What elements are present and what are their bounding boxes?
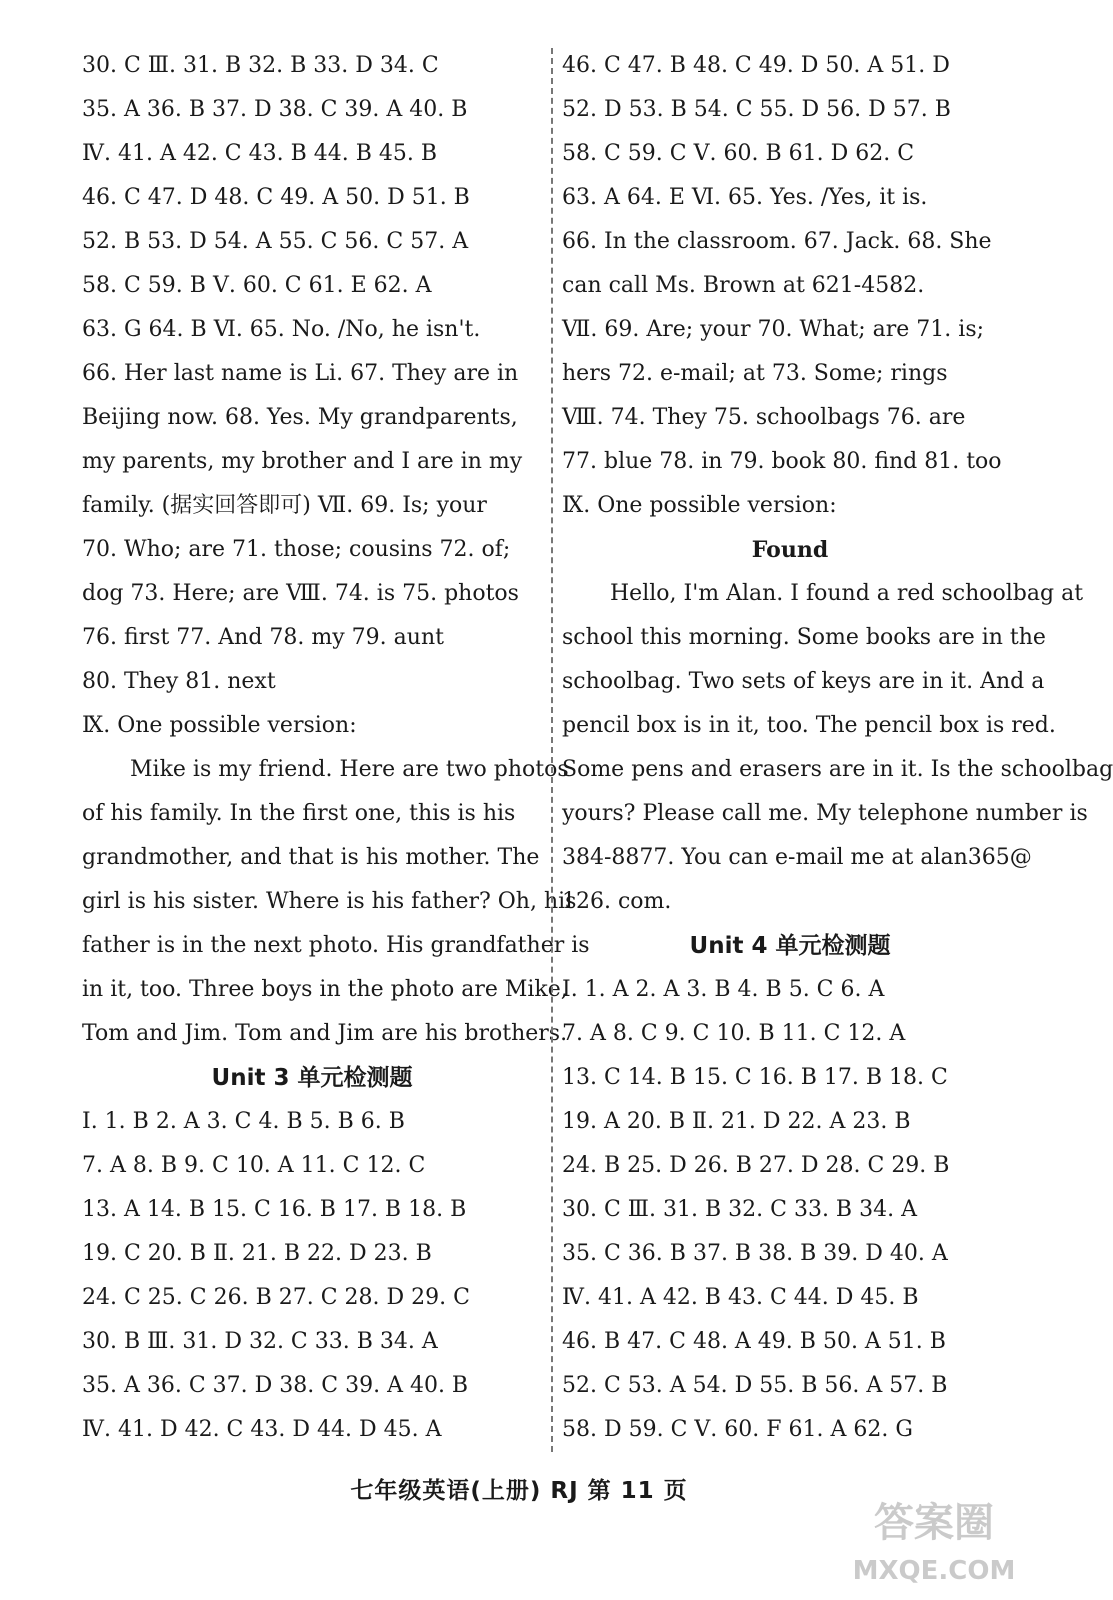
answer-line: grandmother, and that is his mother. The bbox=[82, 845, 540, 870]
answer-line: of his family. In the first one, this is his bbox=[82, 801, 516, 826]
answer-line: 35. A 36. C 37. D 38. C 39. A 40. B bbox=[82, 1373, 469, 1398]
answer-line: 77. blue 78. in 79. book 80. find 81. too bbox=[562, 449, 1002, 474]
essay-title: Found bbox=[751, 537, 829, 563]
answer-line: 52. B 53. D 54. A 55. C 56. C 57. A bbox=[82, 229, 469, 254]
answer-line: my parents, my brother and I are in my bbox=[82, 449, 523, 474]
answer-line: 7. A 8. B 9. C 10. A 11. C 12. C bbox=[82, 1153, 426, 1178]
answer-line: 7. A 8. C 9. C 10. B 11. C 12. A bbox=[562, 1021, 906, 1046]
answer-line: Ⅳ. 41. A 42. C 43. B 44. B 45. B bbox=[82, 141, 438, 166]
page-footer: 七年级英语(上册) RJ 第 11 页 bbox=[350, 1478, 688, 1504]
answer-line: in it, too. Three boys in the photo are Mike, bbox=[82, 977, 568, 1002]
answer-line: 58. D 59. C Ⅴ. 60. F 61. A 62. G bbox=[562, 1417, 913, 1442]
answer-line: Tom and Jim. Tom and Jim are his brothers. bbox=[82, 1021, 568, 1046]
column-divider bbox=[551, 48, 553, 1452]
answer-line: Ⅳ. 41. A 42. B 43. C 44. D 45. B bbox=[562, 1285, 919, 1310]
section-heading: Unit 4 单元检测题 bbox=[689, 933, 891, 959]
answer-line: Ⅰ. 1. A 2. A 3. B 4. B 5. C 6. A bbox=[562, 977, 885, 1002]
answer-line: 30. B Ⅲ. 31. D 32. C 33. B 34. A bbox=[82, 1329, 438, 1354]
answer-line: Ⅶ. 69. Are; your 70. What; are 71. is; bbox=[562, 317, 985, 342]
answer-line: 52. C 53. A 54. D 55. B 56. A 57. B bbox=[562, 1373, 948, 1398]
answer-line: Ⅸ. One possible version: bbox=[82, 713, 357, 738]
answer-line: 35. C 36. B 37. B 38. B 39. D 40. A bbox=[562, 1241, 948, 1266]
answer-line: school this morning. Some books are in the bbox=[562, 625, 1046, 650]
watermark-logo: 答案圈 bbox=[874, 1500, 994, 1546]
answer-line: Ⅷ. 74. They 75. schoolbags 76. are bbox=[562, 405, 966, 430]
answer-line: girl is his sister. Where is his father? Oh, his bbox=[82, 889, 577, 914]
answer-line: 19. A 20. B Ⅱ. 21. D 22. A 23. B bbox=[562, 1109, 911, 1134]
answer-line: family. (据实回答即可) Ⅶ. 69. Is; your bbox=[82, 493, 487, 518]
watermark bbox=[844, 1492, 1024, 1592]
answer-line: 46. B 47. C 48. A 49. B 50. A 51. B bbox=[562, 1329, 946, 1354]
answer-line: yours? Please call me. My telephone number is bbox=[562, 801, 1088, 826]
answer-line: Beijing now. 68. Yes. My grandparents, bbox=[82, 405, 518, 430]
answer-line: father is in the next photo. His grandfather is bbox=[82, 933, 590, 958]
answer-line: 24. C 25. C 26. B 27. C 28. D 29. C bbox=[82, 1285, 470, 1310]
answer-line: Ⅰ. 1. B 2. A 3. C 4. B 5. B 6. B bbox=[82, 1109, 405, 1134]
answer-line: 66. In the classroom. 67. Jack. 68. She bbox=[562, 229, 992, 254]
right-column bbox=[562, 44, 1113, 1452]
answer-line: 46. C 47. D 48. C 49. A 50. D 51. B bbox=[82, 185, 470, 210]
answer-line: dog 73. Here; are Ⅷ. 74. is 75. photos bbox=[82, 581, 519, 606]
answer-line: 126. com. bbox=[562, 889, 672, 914]
essay-paragraph-start: Mike is my friend. Here are two photos bbox=[130, 757, 569, 782]
answer-line: 58. C 59. B Ⅴ. 60. C 61. E 62. A bbox=[82, 273, 432, 298]
left-column bbox=[82, 44, 590, 1452]
answer-line: Some pens and erasers are in it. Is the schoolbag bbox=[562, 757, 1113, 782]
section-heading: Unit 3 单元检测题 bbox=[211, 1065, 413, 1091]
answer-line: 24. B 25. D 26. B 27. D 28. C 29. B bbox=[562, 1153, 950, 1178]
answer-line: hers 72. e-mail; at 73. Some; rings bbox=[562, 361, 948, 386]
answer-line: 63. G 64. B Ⅵ. 65. No. /No, he isn't. bbox=[82, 317, 481, 342]
answer-line: 46. C 47. B 48. C 49. D 50. A 51. D bbox=[562, 53, 950, 78]
answer-line: 58. C 59. C Ⅴ. 60. B 61. D 62. C bbox=[562, 141, 915, 166]
answer-line: 30. C Ⅲ. 31. B 32. B 33. D 34. C bbox=[82, 53, 439, 78]
answer-line: 13. A 14. B 15. C 16. B 17. B 18. B bbox=[82, 1197, 467, 1222]
answer-line: can call Ms. Brown at 621-4582. bbox=[562, 273, 925, 298]
answer-line: 384-8877. You can e-mail me at alan365@ bbox=[562, 845, 1032, 870]
answer-line: schoolbag. Two sets of keys are in it. And a bbox=[562, 669, 1045, 694]
answer-line: 63. A 64. E Ⅵ. 65. Yes. /Yes, it is. bbox=[562, 185, 928, 210]
answer-line: pencil box is in it, too. The pencil box is red. bbox=[562, 713, 1056, 738]
answer-line: 13. C 14. B 15. C 16. B 17. B 18. C bbox=[562, 1065, 948, 1090]
answer-line: 80. They 81. next bbox=[82, 669, 276, 694]
answer-line: 52. D 53. B 54. C 55. D 56. D 57. B bbox=[562, 97, 951, 122]
essay-paragraph-start: Hello, I'm Alan. I found a red schoolbag at bbox=[610, 581, 1084, 606]
answer-line: 66. Her last name is Li. 67. They are in bbox=[82, 361, 519, 386]
watermark-url: MXQE.COM bbox=[852, 1556, 1016, 1586]
answer-line: 19. C 20. B Ⅱ. 21. B 22. D 23. B bbox=[82, 1241, 432, 1266]
answer-line: Ⅸ. One possible version: bbox=[562, 493, 837, 518]
answer-line: 30. C Ⅲ. 31. B 32. C 33. B 34. A bbox=[562, 1197, 917, 1222]
answer-line: 35. A 36. B 37. D 38. C 39. A 40. B bbox=[82, 97, 468, 122]
answer-line: Ⅳ. 41. D 42. C 43. D 44. D 45. A bbox=[82, 1417, 442, 1442]
answer-line: 76. first 77. And 78. my 79. aunt bbox=[82, 625, 444, 650]
answer-line: 70. Who; are 71. those; cousins 72. of; bbox=[82, 537, 511, 562]
